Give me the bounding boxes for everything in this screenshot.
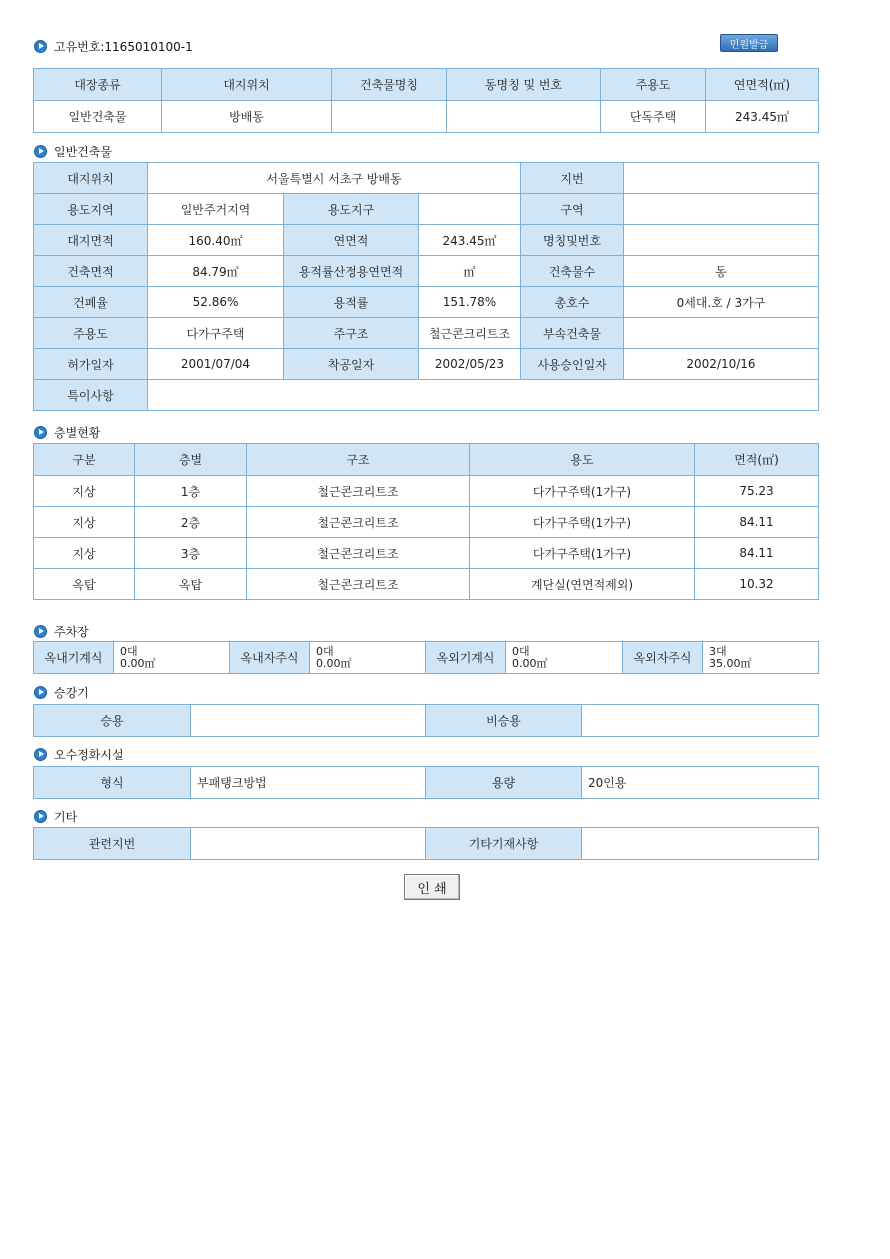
- summary-value-dong-name: [447, 101, 601, 133]
- parking-label: 옥외자주식: [623, 642, 703, 674]
- summary-header-type: 대장종류: [34, 69, 162, 101]
- general-value: 84.79㎡: [148, 256, 284, 287]
- general-label: 용도지역: [34, 194, 148, 225]
- related-lot-value: [191, 828, 426, 860]
- summary-header-dong-name: 동명칭 및 번호: [447, 69, 601, 101]
- general-label: 용적률: [284, 287, 419, 318]
- general-value: 서울특별시 서초구 방배동: [148, 163, 521, 194]
- other-notes-value: [582, 828, 819, 860]
- sewage-title: 오수정화시설: [54, 747, 124, 762]
- summary-value-location: 방배동: [162, 101, 332, 133]
- parking-title: 주차장: [54, 624, 89, 639]
- parking-table: [33, 641, 819, 674]
- sewage-section-title: [34, 746, 124, 762]
- floors-cell: 다가구주택(1가구): [470, 538, 695, 569]
- floors-table: [33, 443, 819, 600]
- general-label: 대지위치: [34, 163, 148, 194]
- unique-number: 고유번호:1165010100-1: [54, 39, 193, 54]
- parking-label: 옥외기계식: [426, 642, 506, 674]
- general-label: 특이사항: [34, 380, 148, 411]
- table-row: [34, 569, 819, 600]
- floors-cell: 철근콘크리트조: [247, 507, 470, 538]
- issue-button[interactable]: 민원발급: [720, 34, 778, 52]
- summary-value-type: 일반건축물: [34, 101, 162, 133]
- section-bullet-icon: [34, 686, 47, 699]
- parking-count: 0대: [316, 644, 334, 658]
- section-bullet-icon: [34, 40, 47, 53]
- general-label: 건축물수: [521, 256, 624, 287]
- parking-label: 옥내자주식: [230, 642, 310, 674]
- general-value: 243.45㎡: [419, 225, 521, 256]
- general-value: 151.78%: [419, 287, 521, 318]
- floors-section-title: [34, 424, 100, 440]
- general-label: 명칭및번호: [521, 225, 624, 256]
- floors-cell: 지상: [34, 476, 135, 507]
- parking-count: 3대: [709, 644, 727, 658]
- floors-cell: 1층: [135, 476, 247, 507]
- etc-title: 기타: [54, 809, 78, 824]
- floors-cell: 75.23: [695, 476, 819, 507]
- elevator-passenger-label: 승용: [34, 705, 191, 737]
- floors-header: 면적(㎡): [695, 444, 819, 476]
- parking-value: [114, 642, 230, 674]
- summary-header-building-name: 건축물명칭: [332, 69, 447, 101]
- general-label: 총호수: [521, 287, 624, 318]
- floors-cell: 옥탑: [135, 569, 247, 600]
- other-notes-label: 기타기재사항: [426, 828, 582, 860]
- summary-header-location: 대지위치: [162, 69, 332, 101]
- summary-header-total-area: 연면적(㎡): [706, 69, 819, 101]
- summary-value-building-name: [332, 101, 447, 133]
- parking-value: [506, 642, 623, 674]
- parking-label: 옥내기계식: [34, 642, 114, 674]
- summary-value-main-use: 단독주택: [601, 101, 706, 133]
- general-label: 건축면적: [34, 256, 148, 287]
- unique-number-header: [34, 38, 193, 54]
- floors-cell: 지상: [34, 507, 135, 538]
- general-value: [624, 225, 819, 256]
- floors-cell: 철근콘크리트조: [247, 538, 470, 569]
- elevator-passenger-value: [191, 705, 426, 737]
- general-section-title: [34, 143, 112, 159]
- sewage-table: [33, 766, 819, 799]
- parking-section-title: [34, 623, 89, 639]
- general-value: [419, 194, 521, 225]
- general-value: 2001/07/04: [148, 349, 284, 380]
- sewage-capacity-value: 20인용: [582, 767, 819, 799]
- general-label: 사용승인일자: [521, 349, 624, 380]
- floors-header: 용도: [470, 444, 695, 476]
- general-value: 2002/10/16: [624, 349, 819, 380]
- elevator-non-passenger-value: [582, 705, 819, 737]
- floors-cell: 옥탑: [34, 569, 135, 600]
- floors-title: 층별현황: [54, 425, 101, 440]
- table-row: [34, 538, 819, 569]
- general-value: 52.86%: [148, 287, 284, 318]
- general-label: 용적률산정용연면적: [284, 256, 419, 287]
- floors-cell: 철근콘크리트조: [247, 476, 470, 507]
- general-value: [148, 380, 819, 411]
- general-label: 용도지구: [284, 194, 419, 225]
- print-button[interactable]: 인 쇄: [404, 874, 460, 900]
- floors-cell: 84.11: [695, 507, 819, 538]
- table-row: [34, 476, 819, 507]
- floors-cell: 2층: [135, 507, 247, 538]
- section-bullet-icon: [34, 748, 47, 761]
- floors-cell: 철근콘크리트조: [247, 569, 470, 600]
- summary-table: [33, 68, 819, 133]
- floors-cell: 계단실(연면적제외): [470, 569, 695, 600]
- general-label: 구역: [521, 194, 624, 225]
- parking-area: 0.00㎡: [120, 656, 156, 670]
- sewage-type-value: 부패탱크방법: [191, 767, 426, 799]
- elevator-non-passenger-label: 비승용: [426, 705, 582, 737]
- summary-value-total-area: 243.45㎡: [706, 101, 819, 133]
- etc-table: [33, 827, 819, 860]
- general-label: 대지면적: [34, 225, 148, 256]
- parking-area: 35.00㎡: [709, 656, 752, 670]
- general-label: 건폐율: [34, 287, 148, 318]
- parking-value: [703, 642, 819, 674]
- parking-count: 0대: [512, 644, 530, 658]
- floors-header: 구분: [34, 444, 135, 476]
- floors-cell: 3층: [135, 538, 247, 569]
- section-bullet-icon: [34, 810, 47, 823]
- general-label: 부속건축물: [521, 318, 624, 349]
- floors-cell: 84.11: [695, 538, 819, 569]
- floors-cell: 다가구주택(1가구): [470, 476, 695, 507]
- parking-area: 0.00㎡: [316, 656, 352, 670]
- elevator-section-title: [34, 684, 89, 700]
- general-value: ㎡: [419, 256, 521, 287]
- general-table: [33, 162, 819, 411]
- general-label: 지번: [521, 163, 624, 194]
- general-value: 일반주거지역: [148, 194, 284, 225]
- floors-cell: 다가구주택(1가구): [470, 507, 695, 538]
- elevator-title: 승강기: [54, 685, 89, 700]
- general-value: 다가구주택: [148, 318, 284, 349]
- sewage-capacity-label: 용량: [426, 767, 582, 799]
- general-title: 일반건축물: [54, 144, 112, 159]
- parking-count: 0대: [120, 644, 138, 658]
- general-value: 160.40㎡: [148, 225, 284, 256]
- related-lot-label: 관련지번: [34, 828, 191, 860]
- elevator-table: [33, 704, 819, 737]
- section-bullet-icon: [34, 145, 47, 158]
- section-bullet-icon: [34, 625, 47, 638]
- general-value: [624, 318, 819, 349]
- summary-header-main-use: 주용도: [601, 69, 706, 101]
- general-value: 2002/05/23: [419, 349, 521, 380]
- parking-value: [310, 642, 426, 674]
- general-value: 0세대.호 / 3가구: [624, 287, 819, 318]
- general-value: [624, 194, 819, 225]
- general-label: 연면적: [284, 225, 419, 256]
- floors-cell: 10.32: [695, 569, 819, 600]
- general-value: [624, 163, 819, 194]
- table-row: [34, 507, 819, 538]
- parking-area: 0.00㎡: [512, 656, 548, 670]
- general-label: 허가일자: [34, 349, 148, 380]
- sewage-type-label: 형식: [34, 767, 191, 799]
- general-value: 동: [624, 256, 819, 287]
- general-label: 주구조: [284, 318, 419, 349]
- etc-section-title: [34, 808, 77, 824]
- floors-cell: 지상: [34, 538, 135, 569]
- general-label: 주용도: [34, 318, 148, 349]
- floors-header: 층별: [135, 444, 247, 476]
- floors-header: 구조: [247, 444, 470, 476]
- general-value: 철근콘크리트조: [419, 318, 521, 349]
- section-bullet-icon: [34, 426, 47, 439]
- general-label: 착공일자: [284, 349, 419, 380]
